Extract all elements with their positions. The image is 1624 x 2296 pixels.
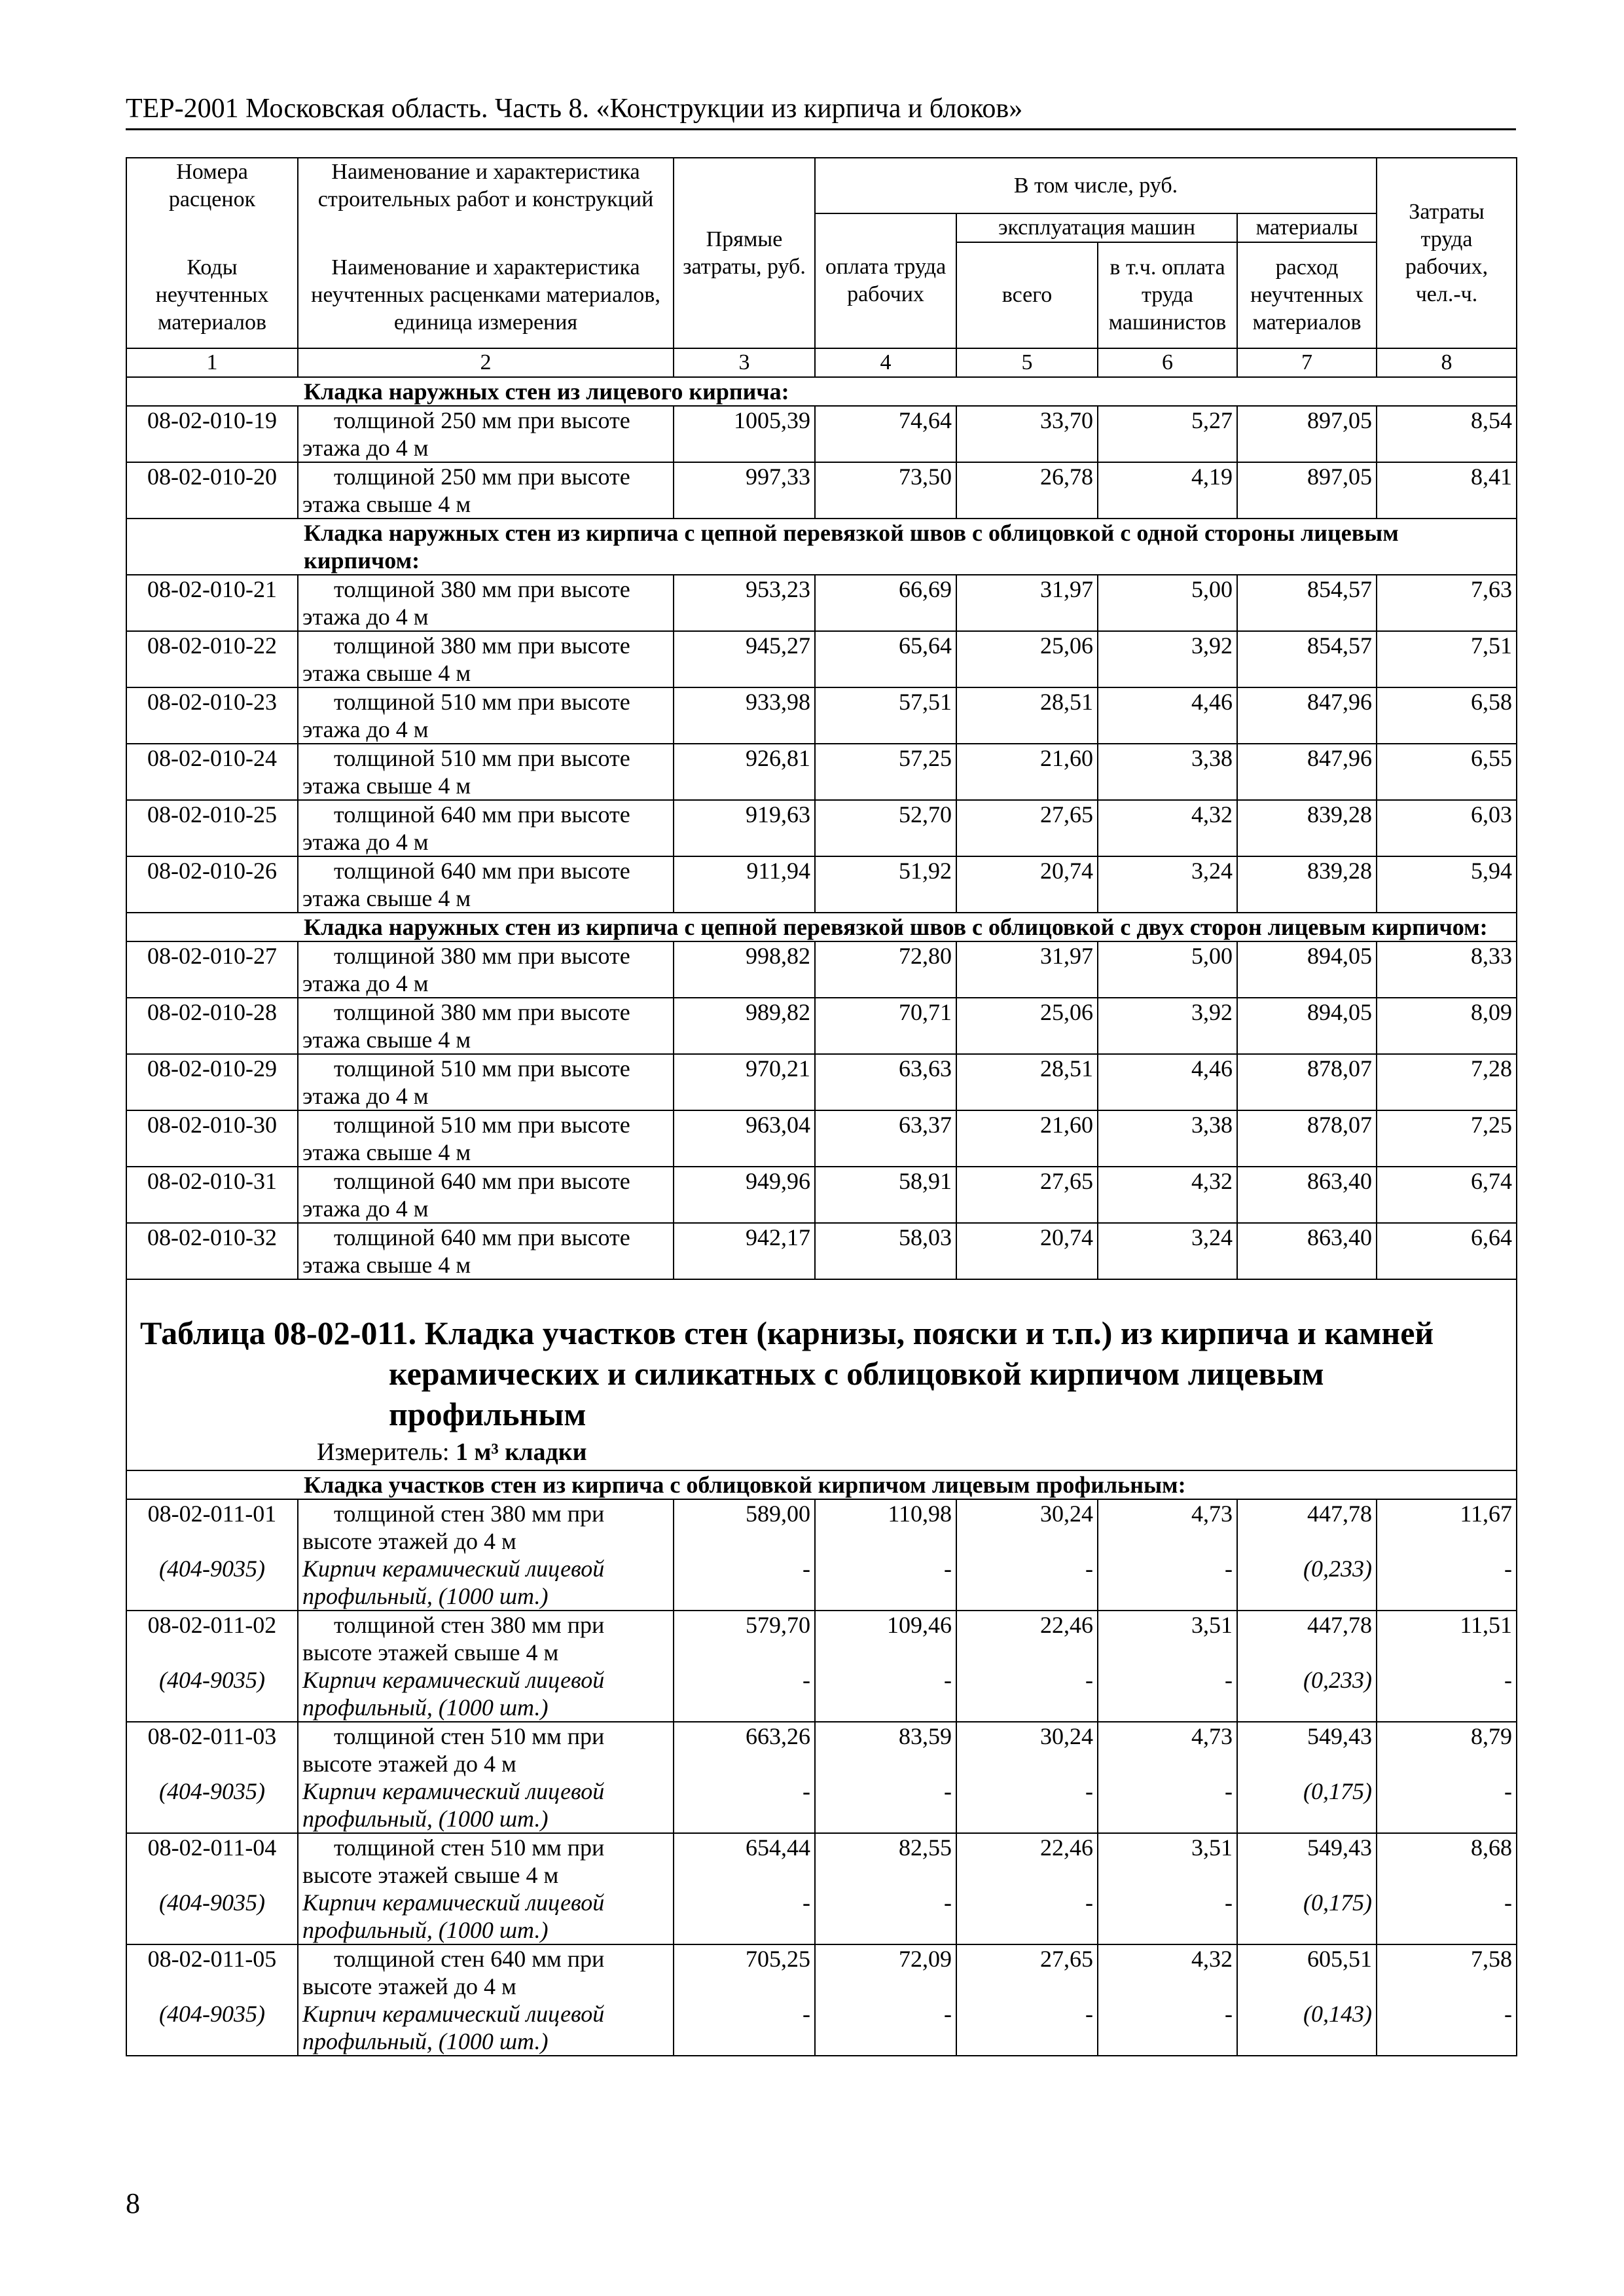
rate-row — [126, 462, 1517, 519]
value-driver: 4,73 — [1098, 1499, 1237, 1555]
col-number: 1 — [126, 348, 298, 377]
table-title-row — [126, 1279, 1517, 1470]
value-hours: 7,51 — [1377, 631, 1517, 687]
col-number: 7 — [1237, 348, 1377, 377]
value-direct: 663,26 — [674, 1722, 815, 1777]
value-dash: - — [956, 1555, 1098, 1611]
rate-row — [126, 1223, 1517, 1279]
value-driver: 4,73 — [1098, 1722, 1237, 1777]
rate-code: 08-02-010-19 — [126, 406, 298, 462]
value-hours: 6,74 — [1377, 1167, 1517, 1223]
value-dash: - — [1377, 1889, 1517, 1944]
material-quantity: (0,175) — [1237, 1889, 1377, 1944]
value-mach: 27,65 — [956, 800, 1098, 856]
value-labor: 83,59 — [815, 1722, 956, 1777]
table-title-block — [126, 1279, 1517, 1470]
value-driver: 4,32 — [1098, 1944, 1237, 2000]
value-hours: 7,58 — [1377, 1944, 1517, 2000]
rate-row — [126, 406, 1517, 462]
section-row — [126, 377, 1517, 406]
value-driver: 5,27 — [1098, 406, 1237, 462]
value-direct: 942,17 — [674, 1223, 815, 1279]
rate-row — [126, 631, 1517, 687]
material-code: (404-9035) — [126, 1666, 298, 1722]
value-dash: - — [815, 1555, 956, 1611]
material-quantity: (0,175) — [1237, 1777, 1377, 1833]
section-row — [126, 913, 1517, 941]
col-driver-pay-header: в т.ч. оплата труда машинистов — [1098, 242, 1237, 348]
col-machines-total-header: всего — [956, 242, 1098, 348]
value-labor: 58,03 — [815, 1223, 956, 1279]
value-dash: - — [674, 1889, 815, 1944]
value-hours: 7,25 — [1377, 1110, 1517, 1167]
rate-name: толщиной стен 510 мм при высоте этажей до 4 м — [298, 1722, 674, 1777]
value-hours: 8,41 — [1377, 462, 1517, 519]
value-dash: - — [956, 2000, 1098, 2056]
value-dash: - — [1098, 2000, 1237, 2056]
col-machines-header: эксплуатация машин — [956, 213, 1237, 242]
rate-code: 08-02-010-26 — [126, 856, 298, 913]
material-row — [126, 1777, 1517, 1833]
value-labor: 65,64 — [815, 631, 956, 687]
rate-name: толщиной стен 640 мм при высоте этажей до 4 м — [298, 1944, 674, 2000]
header-rule — [126, 128, 1516, 130]
value-mach: 20,74 — [956, 1223, 1098, 1279]
table-title: Таблица 08-02-011. Кладка участков стен (карнизы, пояски и т.п.) из кирпича и камней керамических и силикатных с облицовкой кирпичом лицевым профильным — [140, 1315, 1434, 1432]
value-dash: - — [1098, 1777, 1237, 1833]
material-name: Кирпич керамический лицевой профильный, (1000 шт.) — [298, 1777, 674, 1833]
value-hours: 5,94 — [1377, 856, 1517, 913]
value-mat: 839,28 — [1237, 856, 1377, 913]
value-mach: 33,70 — [956, 406, 1098, 462]
col-number: 2 — [298, 348, 674, 377]
value-dash: - — [674, 1555, 815, 1611]
value-driver: 4,32 — [1098, 1167, 1237, 1223]
value-hours: 8,09 — [1377, 998, 1517, 1054]
value-mach: 21,60 — [956, 744, 1098, 800]
rate-row — [126, 1833, 1517, 1889]
value-direct: 949,96 — [674, 1167, 815, 1223]
value-driver: 4,46 — [1098, 1054, 1237, 1110]
value-dash: - — [815, 1666, 956, 1722]
rate-name: толщиной 380 мм при высоте этажа до 4 м — [298, 575, 674, 631]
value-mach: 21,60 — [956, 1110, 1098, 1167]
rate-row — [126, 1167, 1517, 1223]
value-direct: 579,70 — [674, 1611, 815, 1666]
rate-row — [126, 941, 1517, 998]
rate-code: 08-02-010-29 — [126, 1054, 298, 1110]
value-hours: 8,79 — [1377, 1722, 1517, 1777]
rate-name: толщиной стен 510 мм при высоте этажей свыше 4 м — [298, 1833, 674, 1889]
value-mat: 549,43 — [1237, 1833, 1377, 1889]
value-driver: 3,92 — [1098, 631, 1237, 687]
value-dash: - — [1377, 1555, 1517, 1611]
col-labor-pay-header: оплата труда рабочих — [815, 213, 956, 348]
rate-code: 08-02-010-21 — [126, 575, 298, 631]
value-mat: 863,40 — [1237, 1223, 1377, 1279]
rate-name: толщиной 510 мм при высоте этажа до 4 м — [298, 687, 674, 744]
value-labor: 66,69 — [815, 575, 956, 631]
value-labor: 58,91 — [815, 1167, 956, 1223]
material-code: (404-9035) — [126, 2000, 298, 2056]
rate-code: 08-02-010-23 — [126, 687, 298, 744]
value-mat: 847,96 — [1237, 744, 1377, 800]
material-name: Кирпич керамический лицевой профильный, (1000 шт.) — [298, 1666, 674, 1722]
value-dash: - — [1098, 1666, 1237, 1722]
value-labor: 72,80 — [815, 941, 956, 998]
material-quantity: (0,233) — [1237, 1666, 1377, 1722]
value-direct: 911,94 — [674, 856, 815, 913]
value-mat: 894,05 — [1237, 998, 1377, 1054]
value-mat: 897,05 — [1237, 462, 1377, 519]
value-direct: 654,44 — [674, 1833, 815, 1889]
meter-label: Измеритель: — [317, 1438, 450, 1466]
section-title: Кладка наружных стен из кирпича с цепной перевязкой швов с облицовкой с одной стороны лицевым кирпичом: — [126, 519, 1517, 575]
rate-code: 08-02-011-05 — [126, 1944, 298, 2000]
rate-code: 08-02-011-02 — [126, 1611, 298, 1666]
page-number: 8 — [126, 2187, 140, 2219]
value-hours: 11,51 — [1377, 1611, 1517, 1666]
value-labor: 51,92 — [815, 856, 956, 913]
rate-name: толщиной 640 мм при высоте этажа до 4 м — [298, 800, 674, 856]
value-labor: 57,25 — [815, 744, 956, 800]
col-direct-costs-header: Прямые затраты, руб. — [674, 158, 815, 348]
col-material-codes-header: Коды неучтенных материалов — [126, 242, 298, 348]
value-driver: 4,46 — [1098, 687, 1237, 744]
value-labor: 82,55 — [815, 1833, 956, 1889]
value-direct: 997,33 — [674, 462, 815, 519]
value-driver: 3,51 — [1098, 1833, 1237, 1889]
value-dash: - — [674, 1666, 815, 1722]
value-mat: 549,43 — [1237, 1722, 1377, 1777]
value-mat: 863,40 — [1237, 1167, 1377, 1223]
col-material-name-header: Наименование и характеристика неучтенных расценками материалов, единица измерения — [298, 242, 674, 348]
section-title: Кладка наружных стен из лицевого кирпича: — [126, 377, 1517, 406]
value-mach: 20,74 — [956, 856, 1098, 913]
section-title: Кладка участков стен из кирпича с облицовкой кирпичом лицевым профильным: — [126, 1470, 1517, 1499]
rate-code: 08-02-010-28 — [126, 998, 298, 1054]
rate-code: 08-02-011-03 — [126, 1722, 298, 1777]
value-mat: 897,05 — [1237, 406, 1377, 462]
value-dash: - — [815, 2000, 956, 2056]
value-driver: 3,24 — [1098, 1223, 1237, 1279]
rate-name: толщиной стен 380 мм при высоте этажей до 4 м — [298, 1499, 674, 1555]
rate-code: 08-02-010-32 — [126, 1223, 298, 1279]
value-labor: 63,37 — [815, 1110, 956, 1167]
value-driver: 3,38 — [1098, 744, 1237, 800]
value-hours: 11,67 — [1377, 1499, 1517, 1555]
value-mat: 847,96 — [1237, 687, 1377, 744]
value-direct: 998,82 — [674, 941, 815, 998]
rate-row — [126, 1054, 1517, 1110]
col-number: 6 — [1098, 348, 1237, 377]
value-mach: 26,78 — [956, 462, 1098, 519]
value-labor: 52,70 — [815, 800, 956, 856]
value-hours: 6,58 — [1377, 687, 1517, 744]
value-dash: - — [1098, 1889, 1237, 1944]
value-labor: 63,63 — [815, 1054, 956, 1110]
value-labor: 110,98 — [815, 1499, 956, 1555]
rate-name: толщиной 510 мм при высоте этажа свыше 4 м — [298, 1110, 674, 1167]
material-row — [126, 1889, 1517, 1944]
rate-name: толщиной 380 мм при высоте этажа свыше 4 м — [298, 631, 674, 687]
value-direct: 953,23 — [674, 575, 815, 631]
value-mat: 878,07 — [1237, 1110, 1377, 1167]
value-mach: 28,51 — [956, 687, 1098, 744]
value-dash: - — [815, 1889, 956, 1944]
rate-row — [126, 687, 1517, 744]
value-labor: 57,51 — [815, 687, 956, 744]
rate-name: толщиной 640 мм при высоте этажа до 4 м — [298, 1167, 674, 1223]
rate-row — [126, 1611, 1517, 1666]
value-hours: 6,55 — [1377, 744, 1517, 800]
value-labor: 109,46 — [815, 1611, 956, 1666]
col-materials-header: материалы — [1237, 213, 1377, 242]
value-mach: 22,46 — [956, 1833, 1098, 1889]
value-driver: 3,92 — [1098, 998, 1237, 1054]
value-hours: 8,33 — [1377, 941, 1517, 998]
value-dash: - — [1377, 1666, 1517, 1722]
value-labor: 70,71 — [815, 998, 956, 1054]
material-code: (404-9035) — [126, 1777, 298, 1833]
col-labor-hours-header: Затраты труда рабочих, чел.-ч. — [1377, 158, 1517, 348]
material-name: Кирпич керамический лицевой профильный, (1000 шт.) — [298, 2000, 674, 2056]
value-driver: 5,00 — [1098, 575, 1237, 631]
col-rate-number-header: Номера расценок — [126, 158, 298, 213]
value-dash: - — [1098, 1555, 1237, 1611]
value-direct: 919,63 — [674, 800, 815, 856]
value-mat: 839,28 — [1237, 800, 1377, 856]
material-row — [126, 2000, 1517, 2056]
rate-code: 08-02-010-25 — [126, 800, 298, 856]
value-direct: 963,04 — [674, 1110, 815, 1167]
rate-row — [126, 1110, 1517, 1167]
rate-row — [126, 800, 1517, 856]
running-title: ТЕР-2001 Московская область. Часть 8. «Конструкции из кирпича и блоков» — [126, 94, 1023, 124]
section-title: Кладка наружных стен из кирпича с цепной перевязкой швов с облицовкой с двух сторон лицевым кирпичом: — [126, 913, 1517, 941]
value-mat: 878,07 — [1237, 1054, 1377, 1110]
material-code: (404-9035) — [126, 1555, 298, 1611]
material-row — [126, 1555, 1517, 1611]
material-code: (404-9035) — [126, 1889, 298, 1944]
value-mat: 854,57 — [1237, 631, 1377, 687]
value-direct: 589,00 — [674, 1499, 815, 1555]
value-mat: 605,51 — [1237, 1944, 1377, 2000]
rate-name: толщиной 250 мм при высоте этажа до 4 м — [298, 406, 674, 462]
value-dash: - — [815, 1777, 956, 1833]
value-hours: 6,64 — [1377, 1223, 1517, 1279]
value-dash: - — [674, 1777, 815, 1833]
value-mat: 854,57 — [1237, 575, 1377, 631]
value-mat: 447,78 — [1237, 1611, 1377, 1666]
value-direct: 945,27 — [674, 631, 815, 687]
value-mach: 27,65 — [956, 1167, 1098, 1223]
rate-row — [126, 744, 1517, 800]
value-dash: - — [956, 1889, 1098, 1944]
value-driver: 4,32 — [1098, 800, 1237, 856]
section-row — [126, 1470, 1517, 1499]
value-dash: - — [1377, 1777, 1517, 1833]
material-row — [126, 1666, 1517, 1722]
rate-row — [126, 998, 1517, 1054]
value-driver: 4,19 — [1098, 462, 1237, 519]
rate-row — [126, 1499, 1517, 1555]
meter-value: 1 м³ кладки — [456, 1438, 587, 1466]
value-driver: 3,38 — [1098, 1110, 1237, 1167]
material-name: Кирпич керамический лицевой профильный, (1000 шт.) — [298, 1555, 674, 1611]
rate-name: толщиной 380 мм при высоте этажа свыше 4 м — [298, 998, 674, 1054]
value-direct: 926,81 — [674, 744, 815, 800]
value-driver: 5,00 — [1098, 941, 1237, 998]
rate-code: 08-02-011-01 — [126, 1499, 298, 1555]
rate-name: толщиной 510 мм при высоте этажа свыше 4 м — [298, 744, 674, 800]
rate-name: толщиной 510 мм при высоте этажа до 4 м — [298, 1054, 674, 1110]
value-mach: 30,24 — [956, 1722, 1098, 1777]
material-quantity: (0,233) — [1237, 1555, 1377, 1611]
value-mach: 31,97 — [956, 575, 1098, 631]
meter-line — [140, 1438, 1516, 1466]
rate-name: толщиной 640 мм при высоте этажа свыше 4 м — [298, 1223, 674, 1279]
rate-row — [126, 1722, 1517, 1777]
rate-code: 08-02-010-30 — [126, 1110, 298, 1167]
col-work-name-header: Наименование и характеристика строительных работ и конструкций — [298, 158, 674, 213]
rate-code: 08-02-010-22 — [126, 631, 298, 687]
value-labor: 72,09 — [815, 1944, 956, 2000]
rate-code: 08-02-011-04 — [126, 1833, 298, 1889]
rate-row — [126, 856, 1517, 913]
col-number: 5 — [956, 348, 1098, 377]
col-number: 3 — [674, 348, 815, 377]
value-mach: 31,97 — [956, 941, 1098, 998]
rate-code: 08-02-010-31 — [126, 1167, 298, 1223]
value-mach: 27,65 — [956, 1944, 1098, 2000]
material-name: Кирпич керамический лицевой профильный, (1000 шт.) — [298, 1889, 674, 1944]
value-labor: 74,64 — [815, 406, 956, 462]
value-mach: 30,24 — [956, 1499, 1098, 1555]
value-mach: 25,06 — [956, 998, 1098, 1054]
rate-code: 08-02-010-20 — [126, 462, 298, 519]
value-dash: - — [956, 1666, 1098, 1722]
value-direct: 1005,39 — [674, 406, 815, 462]
rate-name: толщиной стен 380 мм при высоте этажей свыше 4 м — [298, 1611, 674, 1666]
value-mat: 447,78 — [1237, 1499, 1377, 1555]
value-dash: - — [674, 2000, 815, 2056]
rate-name: толщиной 640 мм при высоте этажа свыше 4 м — [298, 856, 674, 913]
rate-code: 08-02-010-24 — [126, 744, 298, 800]
value-direct: 970,21 — [674, 1054, 815, 1110]
value-mat: 894,05 — [1237, 941, 1377, 998]
value-hours: 6,03 — [1377, 800, 1517, 856]
col-number: 4 — [815, 348, 956, 377]
value-driver: 3,24 — [1098, 856, 1237, 913]
section-row — [126, 519, 1517, 575]
rate-row — [126, 575, 1517, 631]
value-driver: 3,51 — [1098, 1611, 1237, 1666]
value-labor: 73,50 — [815, 462, 956, 519]
value-mach: 22,46 — [956, 1611, 1098, 1666]
rate-code: 08-02-010-27 — [126, 941, 298, 998]
value-hours: 7,63 — [1377, 575, 1517, 631]
rate-name: толщиной 250 мм при высоте этажа свыше 4 м — [298, 462, 674, 519]
material-quantity: (0,143) — [1237, 2000, 1377, 2056]
rate-row — [126, 1944, 1517, 2000]
value-dash: - — [1377, 2000, 1517, 2056]
value-hours: 8,54 — [1377, 406, 1517, 462]
col-group-header: В том числе, руб. — [815, 158, 1377, 213]
value-direct: 933,98 — [674, 687, 815, 744]
value-mach: 25,06 — [956, 631, 1098, 687]
value-hours: 8,68 — [1377, 1833, 1517, 1889]
col-material-use-header: расход неучтенных материалов — [1237, 242, 1377, 348]
col-number: 8 — [1377, 348, 1517, 377]
rates-table — [126, 157, 1517, 2056]
value-direct: 705,25 — [674, 1944, 815, 2000]
value-dash: - — [956, 1777, 1098, 1833]
rate-name: толщиной 380 мм при высоте этажа до 4 м — [298, 941, 674, 998]
value-mach: 28,51 — [956, 1054, 1098, 1110]
value-hours: 7,28 — [1377, 1054, 1517, 1110]
value-direct: 989,82 — [674, 998, 815, 1054]
